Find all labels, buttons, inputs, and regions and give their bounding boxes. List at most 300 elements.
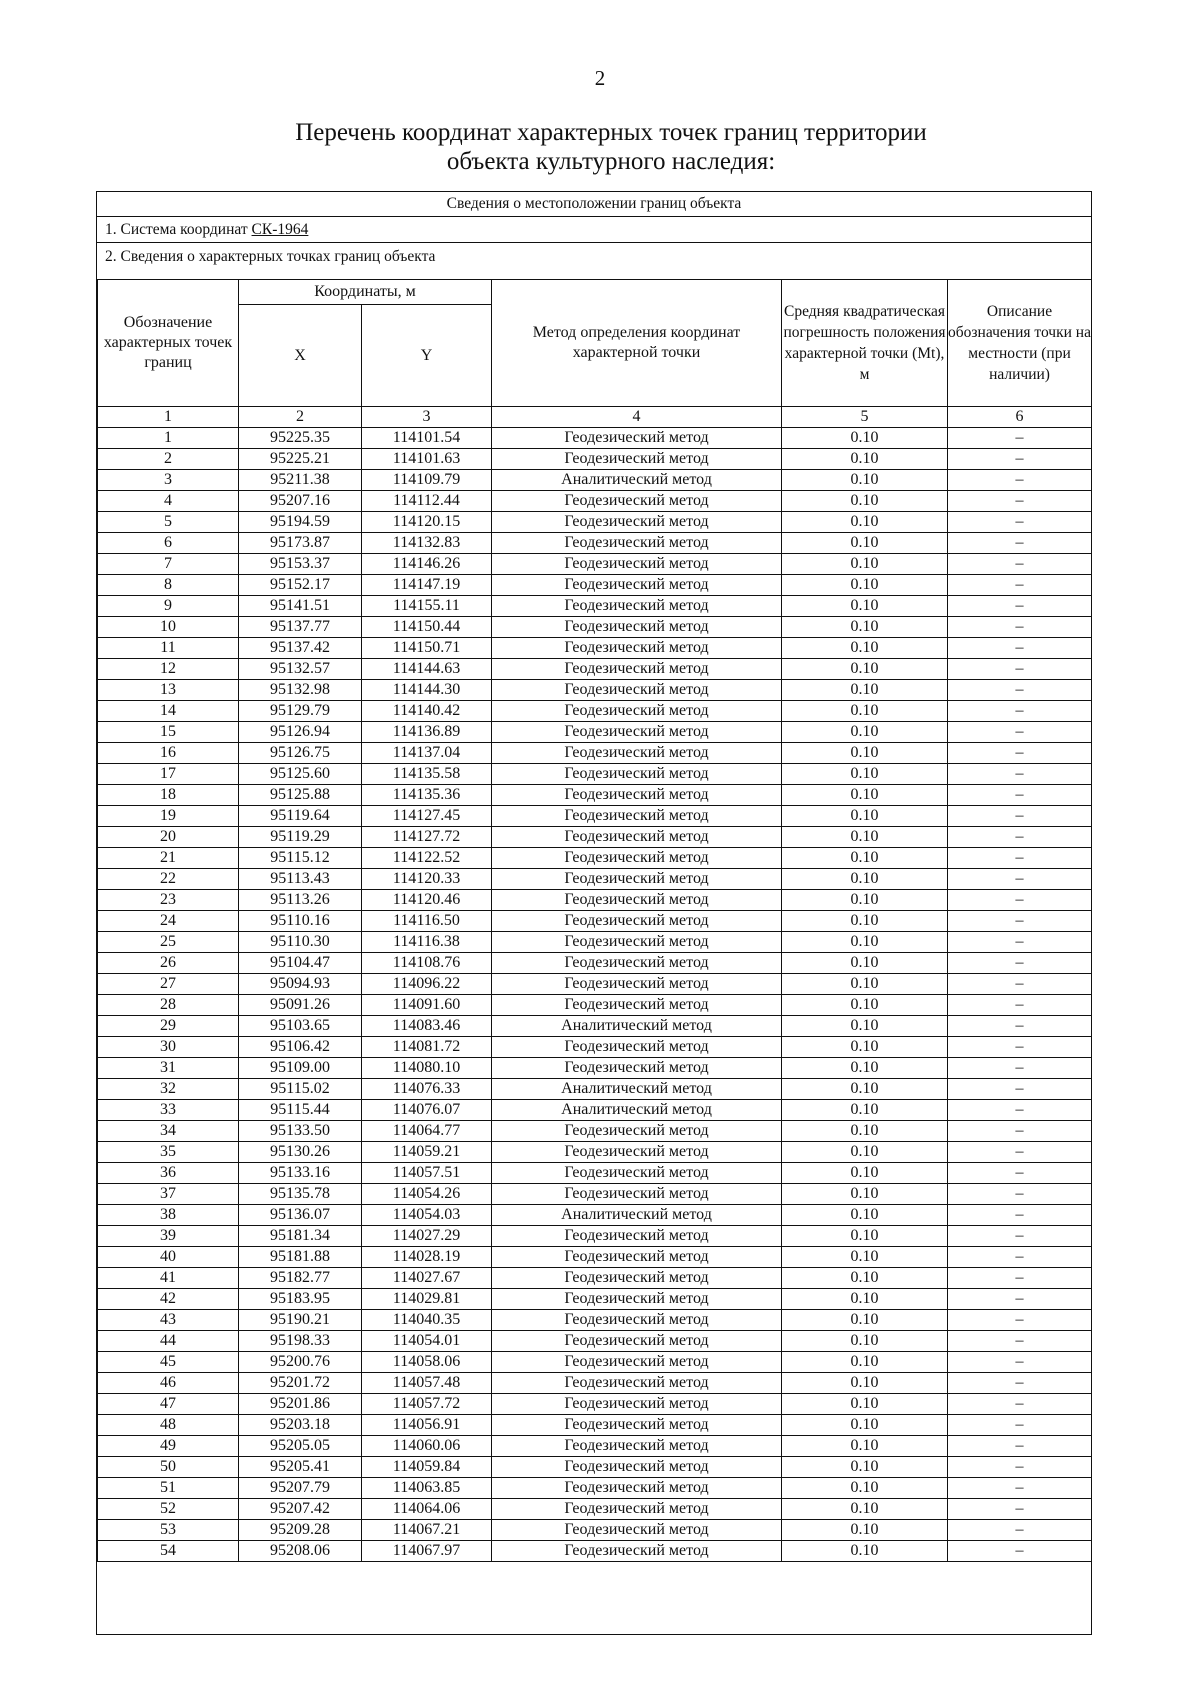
table-row [98,554,1092,575]
method-cell: Аналитический метод [492,1079,782,1100]
error-cell: 0.10 [782,428,948,449]
error-cell: 0.10 [782,680,948,701]
table-row [98,1394,1092,1415]
point-number: 44 [98,1331,239,1352]
method-cell: Геодезический метод [492,1520,782,1541]
y-coordinate: 114083.46 [362,1016,492,1037]
error-cell: 0.10 [782,722,948,743]
table-row [98,1205,1092,1226]
document-title [0,118,1200,176]
table-row [98,1142,1092,1163]
x-coordinate: 95190.21 [239,1310,362,1331]
description-cell: – [948,1016,1092,1037]
description-cell: – [948,1184,1092,1205]
point-number: 38 [98,1205,239,1226]
table-row [98,1163,1092,1184]
error-cell: 0.10 [782,1520,948,1541]
description-cell: – [948,722,1092,743]
table-row [98,428,1092,449]
point-number: 40 [98,1247,239,1268]
error-cell: 0.10 [782,1457,948,1478]
point-number: 24 [98,911,239,932]
column-number: 1 [98,407,239,428]
x-coordinate: 95205.05 [239,1436,362,1457]
column-number: 4 [492,407,782,428]
error-cell: 0.10 [782,1541,948,1562]
y-coordinate: 114028.19 [362,1247,492,1268]
table-row [98,785,1092,806]
x-coordinate: 95136.07 [239,1205,362,1226]
description-cell: – [948,1205,1092,1226]
table-row [98,890,1092,911]
point-number: 48 [98,1415,239,1436]
error-cell: 0.10 [782,1100,948,1121]
x-coordinate: 95132.57 [239,659,362,680]
description-cell: – [948,743,1092,764]
description-cell: – [948,1499,1092,1520]
x-coordinate: 95207.42 [239,1499,362,1520]
description-cell: – [948,1121,1092,1142]
x-coordinate: 95194.59 [239,512,362,533]
method-cell: Геодезический метод [492,1499,782,1520]
x-coordinate: 95115.12 [239,848,362,869]
y-coordinate: 114091.60 [362,995,492,1016]
error-cell: 0.10 [782,554,948,575]
coordinate-system-label: 1. Система координат [105,221,252,238]
error-cell: 0.10 [782,890,948,911]
table-row [98,1310,1092,1331]
y-coordinate: 114054.01 [362,1331,492,1352]
description-cell: – [948,533,1092,554]
x-coordinate: 95137.42 [239,638,362,659]
table-row [98,1457,1092,1478]
error-cell: 0.10 [782,1226,948,1247]
point-number: 2 [98,449,239,470]
error-cell: 0.10 [782,974,948,995]
y-coordinate: 114120.33 [362,869,492,890]
table-row [98,1289,1092,1310]
point-number: 7 [98,554,239,575]
point-number: 25 [98,932,239,953]
error-cell: 0.10 [782,1415,948,1436]
table-row [98,1331,1092,1352]
y-coordinate: 114060.06 [362,1436,492,1457]
table-row [98,764,1092,785]
error-cell: 0.10 [782,764,948,785]
method-cell: Геодезический метод [492,554,782,575]
point-number: 53 [98,1520,239,1541]
description-cell: – [948,869,1092,890]
x-coordinate: 95126.94 [239,722,362,743]
point-number: 16 [98,743,239,764]
point-number: 45 [98,1352,239,1373]
error-cell: 0.10 [782,1163,948,1184]
page-number: 2 [594,66,606,90]
error-cell: 0.10 [782,785,948,806]
point-number: 11 [98,638,239,659]
x-coordinate: 95104.47 [239,953,362,974]
y-coordinate: 114054.03 [362,1205,492,1226]
description-cell: – [948,1373,1092,1394]
point-number: 47 [98,1394,239,1415]
error-header: Средняя квадратическая погрешность положения характерной точки (Mt), м [782,280,948,407]
y-coordinate: 114155.11 [362,596,492,617]
point-number: 31 [98,1058,239,1079]
description-cell: – [948,1331,1092,1352]
description-cell: – [948,680,1092,701]
description-cell: – [948,785,1092,806]
error-cell: 0.10 [782,1058,948,1079]
y-coordinate: 114081.72 [362,1037,492,1058]
x-coordinate: 95103.65 [239,1016,362,1037]
method-cell: Геодезический метод [492,1268,782,1289]
method-cell: Геодезический метод [492,1310,782,1331]
description-cell: – [948,911,1092,932]
x-coordinate: 95173.87 [239,533,362,554]
y-coordinate: 114059.21 [362,1142,492,1163]
point-number: 19 [98,806,239,827]
y-coordinate: 114067.21 [362,1520,492,1541]
x-coordinate: 95115.44 [239,1100,362,1121]
table-row [98,1100,1092,1121]
x-coordinate: 95135.78 [239,1184,362,1205]
method-cell: Геодезический метод [492,869,782,890]
coordinates-table-frame [96,191,1092,1635]
y-coordinate: 114135.36 [362,785,492,806]
point-number: 17 [98,764,239,785]
description-cell: – [948,974,1092,995]
y-coordinate: 114132.83 [362,533,492,554]
point-number: 46 [98,1373,239,1394]
description-cell: – [948,1100,1092,1121]
point-number: 50 [98,1457,239,1478]
column-numbers-row [98,407,1092,428]
point-number: 22 [98,869,239,890]
error-cell: 0.10 [782,533,948,554]
table-row [98,911,1092,932]
description-cell: – [948,638,1092,659]
x-coordinate: 95225.21 [239,449,362,470]
description-cell: – [948,617,1092,638]
y-coordinate: 114127.45 [362,806,492,827]
method-cell: Геодезический метод [492,911,782,932]
y-header: Y [362,305,492,407]
point-number: 35 [98,1142,239,1163]
table-row [98,722,1092,743]
point-number: 27 [98,974,239,995]
error-cell: 0.10 [782,1478,948,1499]
x-coordinate: 95091.26 [239,995,362,1016]
method-cell: Геодезический метод [492,1121,782,1142]
method-cell: Геодезический метод [492,890,782,911]
column-number: 5 [782,407,948,428]
y-coordinate: 114076.33 [362,1079,492,1100]
method-cell: Геодезический метод [492,785,782,806]
y-coordinate: 114027.29 [362,1226,492,1247]
error-cell: 0.10 [782,911,948,932]
error-cell: 0.10 [782,953,948,974]
method-cell: Геодезический метод [492,1247,782,1268]
method-cell: Геодезический метод [492,995,782,1016]
error-cell: 0.10 [782,1499,948,1520]
x-coordinate: 95133.50 [239,1121,362,1142]
method-cell: Геодезический метод [492,806,782,827]
table-row [98,827,1092,848]
y-coordinate: 114120.46 [362,890,492,911]
error-cell: 0.10 [782,1289,948,1310]
coordinate-system-row [97,217,1091,243]
y-coordinate: 114136.89 [362,722,492,743]
error-cell: 0.10 [782,512,948,533]
error-cell: 0.10 [782,638,948,659]
description-cell: – [948,1289,1092,1310]
y-coordinate: 114057.51 [362,1163,492,1184]
title-line-1: Перечень координат характерных точек границ территории [295,119,927,146]
point-number: 49 [98,1436,239,1457]
table-row [98,869,1092,890]
point-number: 23 [98,890,239,911]
table-row [98,1037,1092,1058]
x-coordinate: 95211.38 [239,470,362,491]
x-coordinate: 95110.16 [239,911,362,932]
table-row [98,1436,1092,1457]
table-row [98,1415,1092,1436]
point-number: 33 [98,1100,239,1121]
description-cell: – [948,428,1092,449]
y-coordinate: 114057.72 [362,1394,492,1415]
y-coordinate: 114056.91 [362,1415,492,1436]
method-cell: Геодезический метод [492,575,782,596]
table-row [98,1541,1092,1562]
x-coordinate: 95205.41 [239,1457,362,1478]
method-cell: Геодезический метод [492,659,782,680]
method-cell: Геодезический метод [492,512,782,533]
error-cell: 0.10 [782,470,948,491]
table-row [98,1373,1092,1394]
point-number: 39 [98,1226,239,1247]
y-coordinate: 114112.44 [362,491,492,512]
y-coordinate: 114137.04 [362,743,492,764]
point-number: 29 [98,1016,239,1037]
description-cell: – [948,1352,1092,1373]
description-cell: – [948,1037,1092,1058]
point-number: 52 [98,1499,239,1520]
y-coordinate: 114116.38 [362,932,492,953]
error-cell: 0.10 [782,1373,948,1394]
x-coordinate: 95125.88 [239,785,362,806]
method-cell: Геодезический метод [492,701,782,722]
table-row [98,848,1092,869]
column-number: 6 [948,407,1092,428]
description-cell: – [948,890,1092,911]
y-coordinate: 114120.15 [362,512,492,533]
designation-header: Обозначение характерных точек границ [98,280,239,407]
point-number: 32 [98,1079,239,1100]
table-row [98,995,1092,1016]
table-row [98,449,1092,470]
y-coordinate: 114150.71 [362,638,492,659]
x-coordinate: 95133.16 [239,1163,362,1184]
table-row [98,512,1092,533]
point-number: 1 [98,428,239,449]
description-cell: – [948,953,1092,974]
table-row [98,1478,1092,1499]
x-coordinate: 95113.26 [239,890,362,911]
table-row [98,470,1092,491]
description-cell: – [948,512,1092,533]
error-cell: 0.10 [782,1394,948,1415]
y-coordinate: 114144.63 [362,659,492,680]
point-number: 54 [98,1541,239,1562]
x-coordinate: 95153.37 [239,554,362,575]
x-coordinate: 95208.06 [239,1541,362,1562]
y-coordinate: 114109.79 [362,470,492,491]
description-cell: – [948,659,1092,680]
error-cell: 0.10 [782,1016,948,1037]
table-row [98,932,1092,953]
table-row [98,1058,1092,1079]
description-cell: – [948,1457,1092,1478]
method-cell: Аналитический метод [492,1016,782,1037]
x-coordinate: 95201.72 [239,1373,362,1394]
column-number: 2 [239,407,362,428]
y-coordinate: 114108.76 [362,953,492,974]
point-number: 34 [98,1121,239,1142]
method-cell: Геодезический метод [492,617,782,638]
y-coordinate: 114146.26 [362,554,492,575]
x-coordinate: 95126.75 [239,743,362,764]
error-cell: 0.10 [782,995,948,1016]
description-cell: – [948,701,1092,722]
x-coordinate: 95209.28 [239,1520,362,1541]
x-coordinate: 95141.51 [239,596,362,617]
point-number: 51 [98,1478,239,1499]
y-coordinate: 114067.97 [362,1541,492,1562]
y-coordinate: 114144.30 [362,680,492,701]
y-coordinate: 114057.48 [362,1373,492,1394]
error-cell: 0.10 [782,575,948,596]
description-cell: – [948,1478,1092,1499]
point-number: 30 [98,1037,239,1058]
method-cell: Аналитический метод [492,1205,782,1226]
method-cell: Геодезический метод [492,848,782,869]
point-number: 21 [98,848,239,869]
point-number: 10 [98,617,239,638]
x-coordinate: 95182.77 [239,1268,362,1289]
point-number: 13 [98,680,239,701]
error-cell: 0.10 [782,848,948,869]
method-cell: Геодезический метод [492,1478,782,1499]
column-number: 3 [362,407,492,428]
x-coordinate: 95181.88 [239,1247,362,1268]
error-cell: 0.10 [782,1037,948,1058]
description-cell: – [948,1541,1092,1562]
y-coordinate: 114063.85 [362,1478,492,1499]
description-cell: – [948,848,1092,869]
error-cell: 0.10 [782,596,948,617]
table-row [98,1184,1092,1205]
x-coordinate: 95129.79 [239,701,362,722]
method-cell: Геодезический метод [492,1331,782,1352]
method-cell: Геодезический метод [492,953,782,974]
x-coordinate: 95110.30 [239,932,362,953]
table-row [98,806,1092,827]
method-cell: Геодезический метод [492,743,782,764]
x-header: X [239,305,362,407]
x-coordinate: 95115.02 [239,1079,362,1100]
method-cell: Геодезический метод [492,764,782,785]
error-cell: 0.10 [782,743,948,764]
error-cell: 0.10 [782,1331,948,1352]
error-cell: 0.10 [782,806,948,827]
y-coordinate: 114040.35 [362,1310,492,1331]
table-row [98,533,1092,554]
method-cell: Геодезический метод [492,1058,782,1079]
method-cell: Геодезический метод [492,932,782,953]
description-cell: – [948,449,1092,470]
description-header: Описание обозначения точки на местности (при наличии) [948,280,1092,407]
point-number: 43 [98,1310,239,1331]
description-cell: – [948,575,1092,596]
description-cell: – [948,470,1092,491]
method-cell: Геодезический метод [492,1226,782,1247]
point-number: 20 [98,827,239,848]
point-number: 15 [98,722,239,743]
coordinates-table [97,279,1092,1562]
error-cell: 0.10 [782,449,948,470]
y-coordinate: 114058.06 [362,1352,492,1373]
description-cell: – [948,1226,1092,1247]
description-cell: – [948,491,1092,512]
description-cell: – [948,1163,1092,1184]
x-coordinate: 95137.77 [239,617,362,638]
table-row [98,596,1092,617]
y-coordinate: 114140.42 [362,701,492,722]
error-cell: 0.10 [782,827,948,848]
method-cell: Геодезический метод [492,1457,782,1478]
method-cell: Геодезический метод [492,1037,782,1058]
method-cell: Геодезический метод [492,1289,782,1310]
point-number: 9 [98,596,239,617]
error-cell: 0.10 [782,1205,948,1226]
method-cell: Геодезический метод [492,533,782,554]
x-coordinate: 95152.17 [239,575,362,596]
x-coordinate: 95132.98 [239,680,362,701]
error-cell: 0.10 [782,1142,948,1163]
description-cell: – [948,1268,1092,1289]
y-coordinate: 114147.19 [362,575,492,596]
point-number: 41 [98,1268,239,1289]
method-cell: Геодезический метод [492,1415,782,1436]
description-cell: – [948,1415,1092,1436]
table-row [98,680,1092,701]
method-cell: Геодезический метод [492,827,782,848]
method-cell: Геодезический метод [492,1436,782,1457]
point-number: 37 [98,1184,239,1205]
point-number: 42 [98,1289,239,1310]
y-coordinate: 114064.06 [362,1499,492,1520]
y-coordinate: 114101.63 [362,449,492,470]
description-cell: – [948,1142,1092,1163]
description-cell: – [948,1079,1092,1100]
y-coordinate: 114135.58 [362,764,492,785]
table-row [98,1499,1092,1520]
method-cell: Геодезический метод [492,449,782,470]
point-number: 28 [98,995,239,1016]
y-coordinate: 114027.67 [362,1268,492,1289]
method-cell: Геодезический метод [492,722,782,743]
description-cell: – [948,764,1092,785]
